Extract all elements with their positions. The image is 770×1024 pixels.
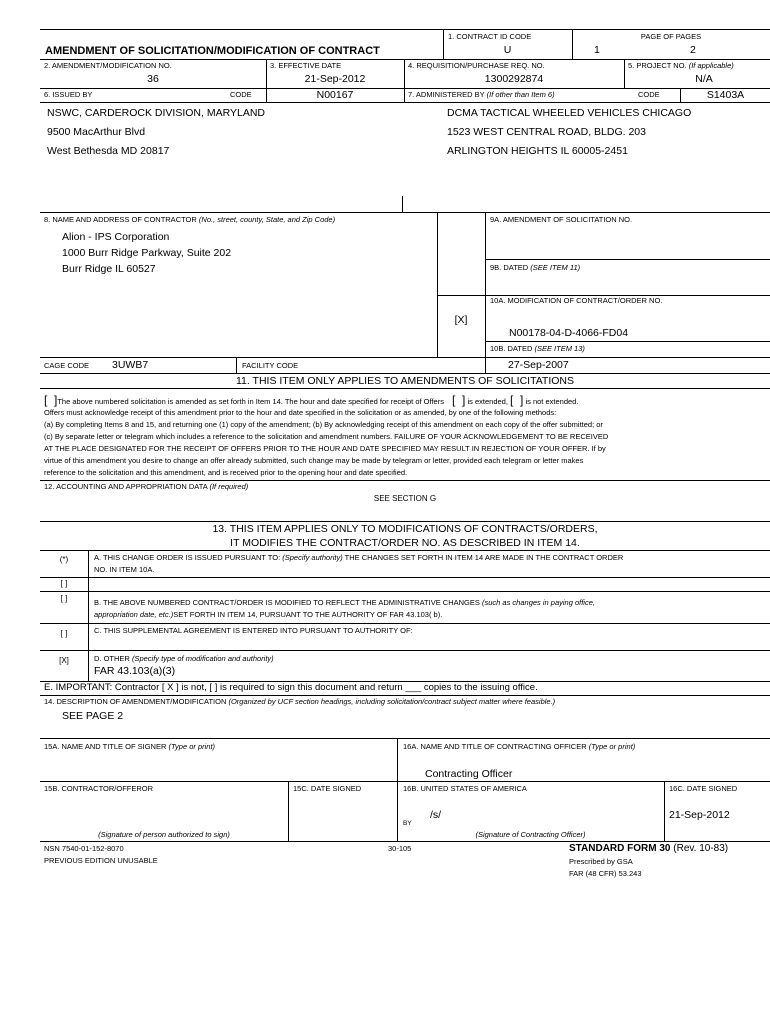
rule bbox=[485, 212, 486, 373]
item11-line1: The above numbered solicitation is amended as set forth in Item 14. The hour and date specified for receipt of Offers bbox=[57, 397, 444, 406]
officer-date-label: 16C. DATE SIGNED bbox=[669, 784, 738, 793]
item11-body-line: (c) By separate letter or telegram which includes a reference to the solicitation and amendment numbers. FAILURE OF YOUR ACKNOWLEDGEMENT TO BE RECEIVED bbox=[44, 432, 609, 441]
row-c-mark[interactable]: [ ] bbox=[60, 629, 68, 638]
row-a-text2: THE CHANGES SET FORTH IN ITEM 14 ARE MADE IN THE CONTRACT ORDER bbox=[344, 553, 624, 562]
modification-contract-mark: [X] bbox=[454, 314, 468, 326]
checkbox-extended[interactable]: [ ] bbox=[452, 393, 466, 407]
row-d-mark[interactable]: [X] bbox=[59, 656, 69, 665]
contracting-officer-value: Contracting Officer bbox=[425, 768, 513, 780]
checkbox-amended[interactable]: [ ] bbox=[44, 393, 58, 407]
description-value: SEE PAGE 2 bbox=[62, 710, 124, 722]
effective-date-value: 21-Sep-2012 bbox=[304, 73, 366, 85]
amendment-no-label: 2. AMENDMENT/MODIFICATION NO. bbox=[44, 61, 172, 70]
rule bbox=[40, 388, 770, 389]
contractor-line: Burr Ridge IL 60527 bbox=[62, 263, 156, 275]
item13-subheading: IT MODIFIES THE CONTRACT/ORDER NO. AS DESCRIBED IN ITEM 14. bbox=[230, 537, 580, 549]
contractor-note: (No., street, county, State, and Zip Code) bbox=[198, 215, 336, 224]
rule bbox=[40, 521, 770, 522]
contractor-date-label: 15C. DATE SIGNED bbox=[293, 784, 362, 793]
effective-date-label: 3. EFFECTIVE DATE bbox=[270, 61, 342, 70]
checkbox-not-extended[interactable]: [ ] bbox=[510, 393, 524, 407]
previous-edition: PREVIOUS EDITION UNUSABLE bbox=[44, 856, 158, 865]
project-no-value: N/A bbox=[695, 73, 713, 85]
signer-name-label: 15A. NAME AND TITLE OF SIGNER bbox=[44, 742, 167, 751]
row-b-text2: SET FORTH IN ITEM 14, PURSUANT TO THE AUTHORITY OF FAR 43.103( b). bbox=[173, 610, 443, 619]
issued-by-code-label: CODE bbox=[230, 90, 252, 99]
page-number: 1 bbox=[594, 44, 600, 56]
dated-10b-value: 27-Sep-2007 bbox=[508, 359, 569, 371]
rule bbox=[40, 88, 770, 89]
accounting-label: 12. ACCOUNTING AND APPROPRIATION DATA bbox=[44, 482, 208, 491]
cage-code-label: CAGE CODE bbox=[44, 361, 90, 370]
rule bbox=[40, 650, 770, 651]
contract-id-code-value: U bbox=[503, 44, 512, 56]
rule bbox=[88, 550, 89, 681]
project-no-label: 5. PROJECT NO. bbox=[628, 61, 687, 70]
rule bbox=[40, 695, 770, 696]
row-a-mark[interactable]: (*) bbox=[59, 555, 69, 564]
rule bbox=[236, 357, 237, 373]
contractor-signature-field[interactable] bbox=[44, 796, 284, 826]
item11-body-line: (a) By completing Items 8 and 15, and returning one (1) copy of the amendment; (b) By acknowledging receipt of this amendment on each copy of the offer submitted; or bbox=[44, 420, 603, 429]
item11-not-extended: is not extended. bbox=[525, 397, 579, 406]
row-d-note: (Specify type of modification and authority) bbox=[131, 654, 274, 663]
item11-body-line: reference to the solicitation and this amendment, and is received prior to the opening hour and date specified. bbox=[44, 468, 408, 477]
row-d-text: D. OTHER bbox=[94, 654, 130, 663]
administered-by-code-label: CODE bbox=[638, 90, 660, 99]
administered-by-code-value: S1403A bbox=[706, 89, 745, 101]
accounting-value: SEE SECTION G bbox=[373, 494, 437, 503]
rule bbox=[288, 781, 289, 841]
project-no-note: (If applicable) bbox=[688, 61, 734, 70]
officer-date-value: 21-Sep-2012 bbox=[669, 809, 730, 821]
nsn: NSN 7540-01-152-8070 bbox=[44, 844, 124, 853]
contractor-signature-caption: (Signature of person authorized to sign) bbox=[98, 830, 230, 839]
rule bbox=[437, 212, 438, 357]
rule bbox=[40, 102, 770, 103]
item11-body-line: virtue of this amendment you desire to change an offer already submitted, such change may be made by telegram or letter, provided each telegram or letter makes bbox=[44, 456, 584, 465]
row-b-note: (such as changes in paying office, bbox=[482, 598, 595, 607]
dated-9b-note: (SEE ITEM 11) bbox=[530, 263, 581, 272]
contractor-label: 8. NAME AND ADDRESS OF CONTRACTOR bbox=[44, 215, 197, 224]
rule bbox=[624, 59, 625, 88]
important-statement: E. IMPORTANT: Contractor [ X ] is not, [ ] is required to sign this document and return ___ copies to the issuing office. bbox=[44, 682, 538, 693]
row-a-note: (Specify authority) bbox=[282, 553, 343, 562]
row-b-text: B. THE ABOVE NUMBERED CONTRACT/ORDER IS MODIFIED TO REFLECT THE ADMINISTRATIVE CHANGES bbox=[94, 598, 480, 607]
issued-by-line: 9500 MacArthur Blvd bbox=[47, 126, 146, 138]
contractor-line: 1000 Burr Ridge Parkway, Suite 202 bbox=[62, 247, 232, 259]
by-label: BY bbox=[403, 820, 412, 827]
rule bbox=[40, 480, 770, 481]
modification-contract-label: 10A. MODIFICATION OF CONTRACT/ORDER NO. bbox=[490, 296, 663, 305]
rule bbox=[40, 841, 770, 842]
item11-body-line: AT THE PLACE DESIGNATED FOR THE RECEIPT OF OFFERS PRIOR TO THE HOUR AND DATE SPECIFIED MAY RESULT IN REJECTION OF YOUR OFFER. If by bbox=[44, 444, 606, 453]
rule bbox=[485, 259, 770, 260]
dated-9b-label: 9B. DATED bbox=[490, 263, 529, 272]
rule bbox=[485, 341, 770, 342]
facility-code-label: FACILITY CODE bbox=[242, 361, 299, 370]
rule bbox=[40, 357, 770, 358]
form-title: AMENDMENT OF SOLICITATION/MODIFICATION OF CONTRACT bbox=[45, 45, 380, 57]
rule bbox=[40, 29, 770, 30]
rule bbox=[40, 591, 770, 592]
administered-by-line: ARLINGTON HEIGHTS IL 60005-2451 bbox=[447, 145, 628, 157]
issued-by-line: NSWC, CARDEROCK DIVISION, MARYLAND bbox=[47, 107, 266, 119]
standard-form-rev: (Rev. 10-83) bbox=[673, 843, 729, 854]
far-reference: FAR (48 CFR) 53.243 bbox=[569, 869, 642, 878]
rule bbox=[397, 738, 398, 841]
administered-by-line: 1523 WEST CENTRAL ROAD, BLDG. 203 bbox=[447, 126, 646, 138]
row-b-mark[interactable]: [ ] bbox=[60, 594, 68, 603]
requisition-no-label: 4. REQUISITION/PURCHASE REQ. NO. bbox=[408, 61, 545, 70]
rule bbox=[402, 196, 403, 212]
row-a-text3: NO. IN ITEM 10A. bbox=[94, 565, 155, 574]
contractor-signature-label: 15B. CONTRACTOR/OFFEROR bbox=[44, 784, 154, 793]
description-note: (Organized by UCF section headings, including solicitation/contract subject matter where feasible.) bbox=[228, 697, 556, 706]
signer-name-note: (Type or print) bbox=[168, 742, 216, 751]
item11-heading: 11. THIS ITEM ONLY APPLIES TO AMENDMENTS OF SOLICITATIONS bbox=[235, 375, 575, 387]
item13-heading: 13. THIS ITEM APPLIES ONLY TO MODIFICATIONS OF CONTRACTS/ORDERS, bbox=[212, 523, 598, 535]
item11-extended: is extended, bbox=[467, 397, 508, 406]
row-blank-mark[interactable]: [ ] bbox=[60, 579, 68, 588]
dated-10b-label: 10B. DATED bbox=[490, 344, 533, 353]
administered-by-label: 7. ADMINISTERED BY bbox=[408, 90, 485, 99]
issued-by-label: 6. ISSUED BY bbox=[44, 90, 93, 99]
rule bbox=[40, 577, 770, 578]
row-c-text: C. THIS SUPPLEMENTAL AGREEMENT IS ENTERED INTO PURSUANT TO AUTHORITY OF: bbox=[94, 626, 413, 635]
cage-code-value: 3UWB7 bbox=[112, 359, 149, 371]
row-d-value: FAR 43.103(a)(3) bbox=[94, 665, 176, 677]
contracting-officer-label: 16A. NAME AND TITLE OF CONTRACTING OFFICER bbox=[403, 742, 587, 751]
item11-body-line: Offers must acknowledge receipt of this amendment prior to the hour and date specified in the solicitation or as amended, by one of the following methods: bbox=[44, 408, 557, 417]
description-label: 14. DESCRIPTION OF AMENDMENT/MODIFICATION bbox=[44, 697, 227, 706]
rule bbox=[40, 738, 770, 739]
rule bbox=[40, 623, 770, 624]
dated-10b-note: (SEE ITEM 13) bbox=[534, 344, 585, 353]
usa-label: 16B. UNITED STATES OF AMERICA bbox=[403, 784, 527, 793]
amendment-no-value: 36 bbox=[147, 73, 159, 85]
rule bbox=[40, 550, 770, 551]
rule bbox=[40, 59, 770, 60]
issued-by-line: West Bethesda MD 20817 bbox=[47, 145, 170, 157]
form-code: 30-105 bbox=[388, 844, 412, 853]
amendment-solicitation-label: 9A. AMENDMENT OF SOLICITATION NO. bbox=[490, 215, 633, 224]
administered-by-line: DCMA TACTICAL WHEELED VEHICLES CHICAGO bbox=[447, 107, 692, 119]
rule bbox=[664, 781, 665, 841]
requisition-no-value: 1300292874 bbox=[484, 73, 544, 85]
contract-id-code-label: 1. CONTRACT ID CODE bbox=[448, 32, 532, 41]
administered-by-note: (If other than Item 6) bbox=[486, 90, 555, 99]
page-of-pages-label: PAGE OF PAGES bbox=[640, 32, 702, 41]
modification-contract-value: N00178-04-D-4066-FD04 bbox=[509, 327, 629, 339]
total-pages: 2 bbox=[690, 44, 696, 56]
officer-signature: /s/ bbox=[430, 809, 442, 821]
row-b-note2: appropriation date, etc.) bbox=[94, 610, 174, 619]
contracting-officer-note: (Type or print) bbox=[588, 742, 636, 751]
issued-by-code-value: N00167 bbox=[316, 89, 354, 101]
accounting-note: (If required) bbox=[209, 482, 249, 491]
standard-form-title: STANDARD FORM 30 bbox=[569, 843, 671, 854]
officer-signature-caption: (Signature of Contracting Officer) bbox=[475, 830, 586, 839]
prescribed-by: Prescribed by GSA bbox=[569, 857, 633, 866]
rule bbox=[40, 373, 770, 374]
rule bbox=[40, 781, 770, 782]
row-a-text: A. THIS CHANGE ORDER IS ISSUED PURSUANT TO: bbox=[94, 553, 281, 562]
contractor-line: Alion - IPS Corporation bbox=[62, 231, 170, 243]
rule bbox=[40, 212, 770, 213]
